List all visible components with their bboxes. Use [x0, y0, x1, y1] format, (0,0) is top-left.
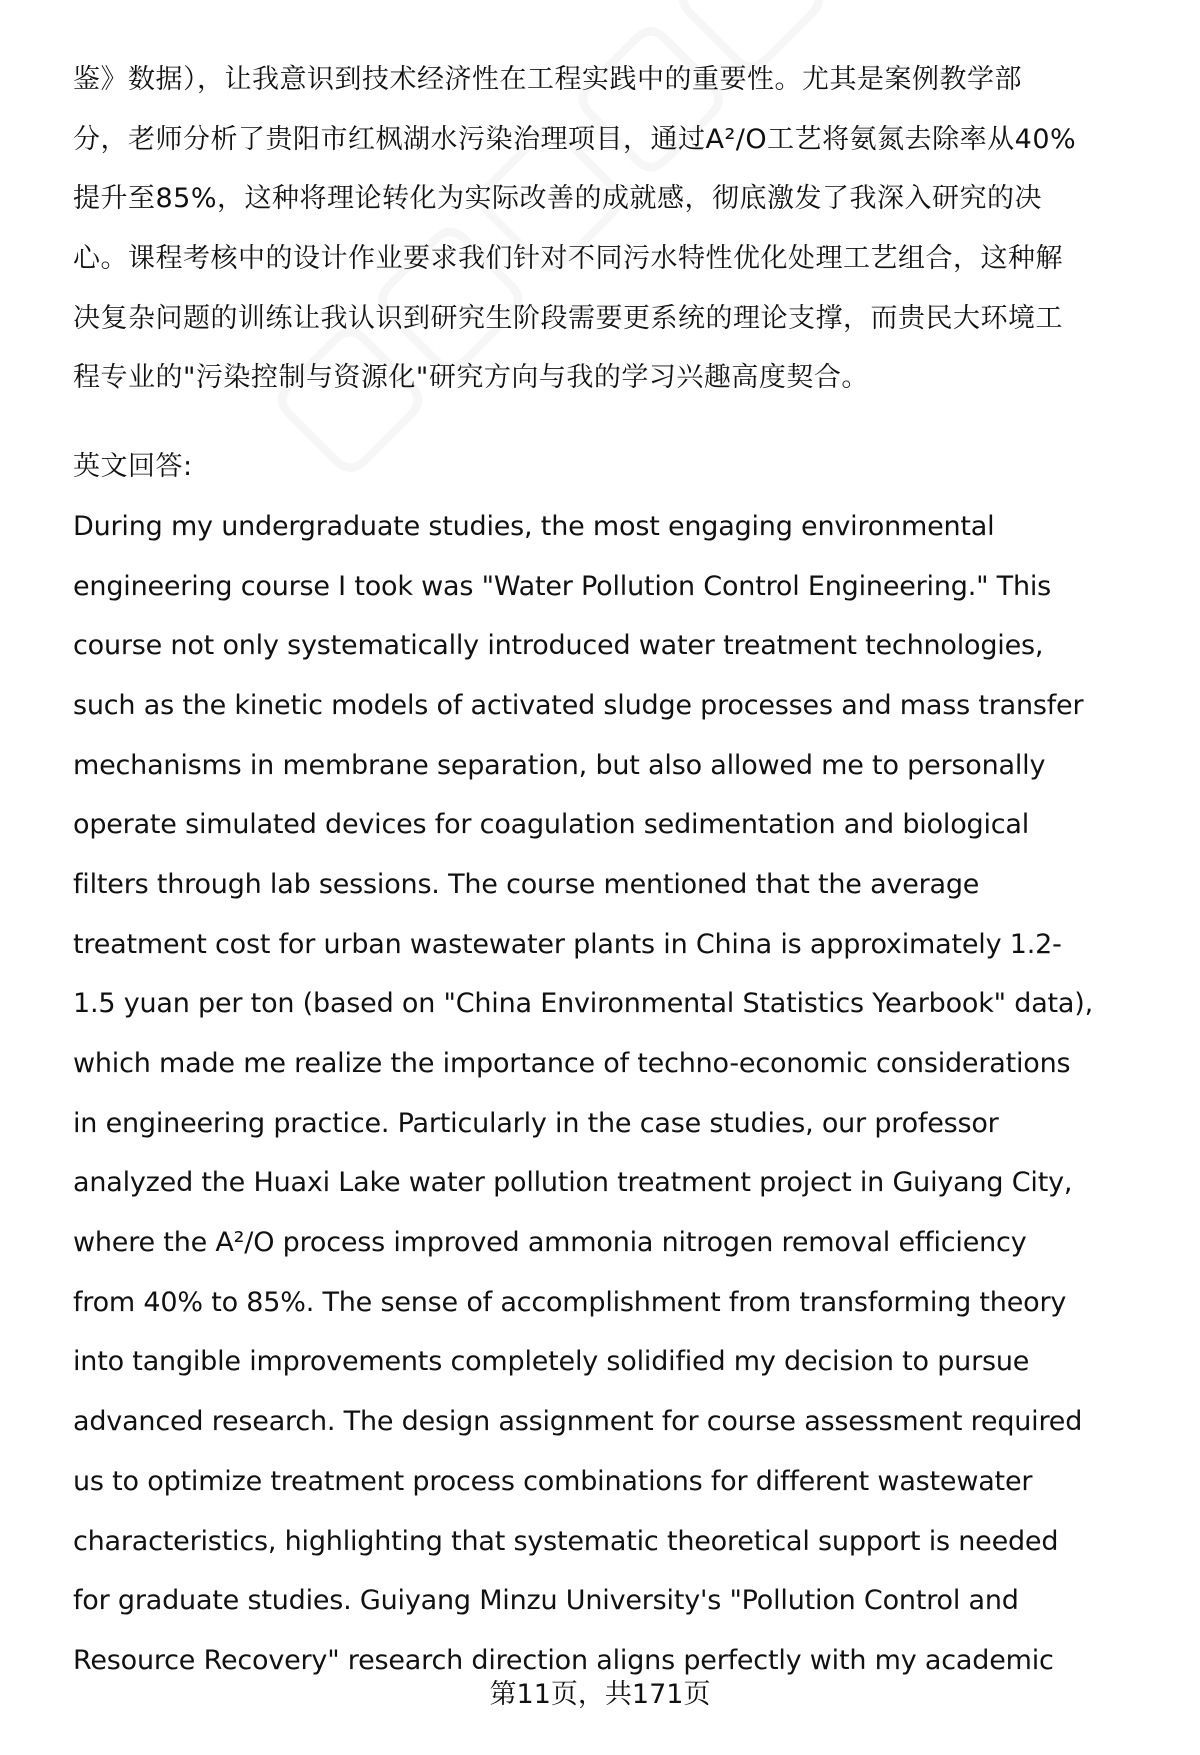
- page-number-footer: 第11页，共171页: [489, 1679, 711, 1710]
- english-answer-heading: 英文回答:: [73, 451, 193, 483]
- text-line: us to optimize treatment process combinations for different wastewater: [73, 1465, 1033, 1497]
- text-line: 决复杂问题的训练让我认识到研究生阶段需要更系统的理论支撑，而贵民大环境工: [73, 302, 1063, 334]
- english-answer: [73, 497, 1163, 1691]
- text-line: into tangible improvements completely solidified my decision to pursue: [73, 1346, 1030, 1378]
- text-line: Resource Recovery" research direction aligns perfectly with my academic: [73, 1644, 1054, 1676]
- text-line: operate simulated devices for coagulation sedimentation and biological: [73, 809, 1030, 841]
- text-line: from 40% to 85%. The sense of accomplishment from transforming theory: [73, 1286, 1067, 1318]
- text-line: in engineering practice. Particularly in the case studies, our professor: [73, 1107, 999, 1139]
- text-line: treatment cost for urban wastewater plants in China is approximately 1.2-: [73, 928, 1062, 960]
- text-line: 心。课程考核中的设计作业要求我们针对不同污水特性优化处理工艺组合，这种解: [73, 243, 1063, 275]
- text-line: mechanisms in membrane separation, but also allowed me to personally: [73, 749, 1046, 781]
- text-line: characteristics, highlighting that systematic theoretical support is needed: [73, 1525, 1059, 1557]
- text-line: course not only systematically introduced water treatment technologies,: [73, 630, 1044, 662]
- text-line: engineering course I took was "Water Pollution Control Engineering." This: [73, 570, 1052, 602]
- text-line: such as the kinetic models of activated sludge processes and mass transfer: [73, 689, 1084, 721]
- text-line: 程专业的"污染控制与资源化"研究方向与我的学习兴趣高度契合。: [73, 362, 869, 394]
- text-line: 1.5 yuan per ton (based on "China Environmental Statistics Yearbook" data),: [73, 988, 1093, 1020]
- text-line: 鉴》数据），让我意识到技术经济性在工程实践中的重要性。尤其是案例教学部: [73, 64, 1022, 95]
- text-line: 分，老师分析了贵阳市红枫湖水污染治理项目，通过A²/O工艺将氨氮去除率从40%: [73, 123, 1077, 155]
- text-line: advanced research. The design assignment for course assessment required: [73, 1406, 1083, 1438]
- text-line: which made me realize the importance of techno-economic considerations: [73, 1048, 1071, 1079]
- text-line: 提升至85%，这种将理论转化为实际改善的成就感，彻底激发了我深入研究的决: [73, 183, 1043, 215]
- text-line: where the A²/O process improved ammonia nitrogen removal efficiency: [73, 1227, 1027, 1259]
- text-line: filters through lab sessions. The course mentioned that the average: [73, 868, 980, 900]
- text-line: During my undergraduate studies, the most engaging environmental: [73, 510, 995, 542]
- text-line: for graduate studies. Guiyang Minzu University's "Pollution Control and: [73, 1585, 1019, 1617]
- text-line: analyzed the Huaxi Lake water pollution treatment project in Guiyang City,: [73, 1167, 1073, 1199]
- document-page: [73, 50, 1163, 1691]
- chinese-answer: [73, 50, 1163, 408]
